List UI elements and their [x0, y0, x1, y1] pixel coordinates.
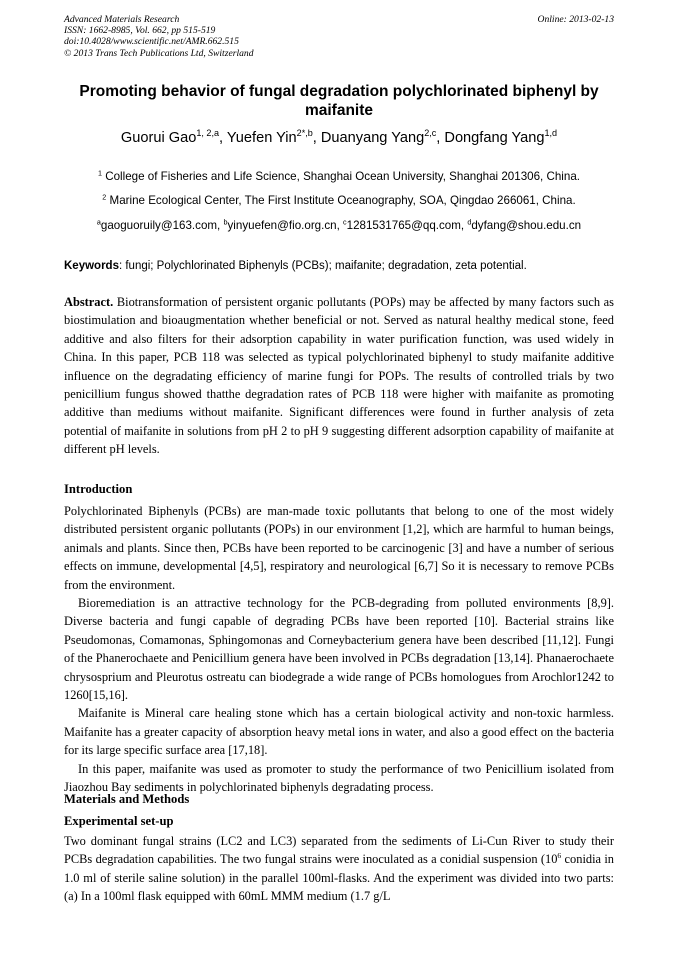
- paragraph: Maifanite is Mineral care healing stone which has a certain biological activity and non-toxic harmless. Maifanite has a greater capacity of absorption heavy metal ions in water, and also a good effect on the bacteria for its large specific surface area [17,18].: [64, 706, 614, 758]
- email-link[interactable]: 1281531765@qq.com,: [346, 219, 468, 232]
- section-heading-introduction: Introduction: [64, 482, 133, 496]
- author-superscript: 2,c: [424, 128, 437, 139]
- email-link[interactable]: dyfang@shou.edu.cn: [471, 219, 582, 232]
- author-superscript: 1,d: [544, 128, 558, 139]
- email-list: $^a$gaoguoruily@163.com, $^b$yinyuefen@fio.org.cn, $^c$1281531765@qq.com, $^d$dyfang@shou.edu.cn: [96, 217, 582, 232]
- author-name: Dongfang Yang: [444, 130, 545, 146]
- subsection-heading-setup: Experimental set-up: [64, 814, 174, 828]
- paragraph: Polychlorinated Biphenyls (PCBs) are man-made toxic pollutants that belong to one of the most widely distributed persistent organic pollutants (POPs) in our environment [1,2], which are harmful to human beings, animals and plants. Since then, PCBs have been reported to be carcinogenic [3] and have a number of serious effects on immune, developmental [4,5], respiratory and neurological [6,7] So it is necessary to remove PCBs from the environment.: [64, 504, 614, 592]
- journal-name: Advanced Materials Research: [64, 14, 180, 25]
- abstract-text: Biotransformation of persistent organic pollutants (POPs) may be affected by many factors such as biostimulation and bioaugmentation whether beneficial or not. Served as natural healthy medical stone, feed additive and also filters for their adsorption capability in water purification function, was used widely in China. In this paper, PCB 118 was selected as typical polychlorinated biphenyl to study maifanite additive influence on the degradating efficiency of marine fungi for POPs. The results of controlled trials by two penicillium fungus showed thatthe degradation rates of PCB 118 were higher with maifanite as promoting additive than mediums without maifanite. Significant differences were found in further analysis of zeta potential of maifanite in solutions from pH 2 to pH 9 suggesting different adsorption capability of maifanite at different pH levels.: [64, 295, 614, 457]
- online-date: Online: 2013-02-13: [537, 14, 614, 25]
- setup-body: Two dominant fungal strains (LC2 and LC3) separated from the sediments of Li-Cun River to study their PCBs degradation capabilities. The two fungal strains were inoculated as a conidial suspension ($10^6$ conidia in 1.0 ml of sterile saline solution) in the parallel 100ml-flasks. And the experiment was divided into two parts: (a) In a 100ml flask equipped with 60mL MMM medium (1.7 g/L: [64, 834, 614, 904]
- journal-header: [64, 14, 254, 59]
- author-name: Duanyang Yang: [320, 130, 425, 146]
- paper-title: Promoting behavior of fungal degradation polychlorinated biphenyl by maifanite: [79, 83, 599, 119]
- doi-line: doi:10.4028/www.scientific.net/AMR.662.515: [64, 36, 239, 48]
- abstract-label: Abstract.: [64, 295, 114, 309]
- author-name: Yuefen Yin: [226, 130, 297, 146]
- introduction-body: [64, 502, 614, 797]
- keywords: [64, 259, 614, 273]
- author-list: Guorui Gao$^{1, 2,a}$, Yuefen Yin$^{2*,b}$, Duanyang Yang$^{2,c}$, Dongfang Yang$^{1,d}$: [120, 128, 558, 146]
- email-link[interactable]: yinyuefen@fio.org.cn,: [227, 219, 344, 232]
- email-link[interactable]: gaoguoruily@163.com,: [100, 219, 224, 232]
- affiliation-2: $^2$ Marine Ecological Center, The First Institute Oceanography, SOA, Qingdao 266061, China.: [102, 192, 576, 207]
- issn-line: ISSN: 1662-8985, Vol. 662, pp 515-519: [64, 25, 216, 37]
- section-heading-methods: Materials and Methods: [64, 792, 190, 806]
- abstract: [64, 293, 614, 459]
- author-name: Guorui Gao: [120, 130, 197, 146]
- copyright-line: © 2013 Trans Tech Publications Ltd, Switzerland: [64, 47, 254, 59]
- author-superscript: 2*,b: [296, 128, 313, 139]
- affiliation-1: $^1$ College of Fisheries and Life Science, Shanghai Ocean University, Shanghai 201306, China.: [97, 168, 580, 183]
- keywords-text: : fungi; Polychlorinated Biphenyls (PCBs); maifanite; degradation, zeta potential.: [118, 260, 527, 272]
- paragraph: Bioremediation is an attractive technology for the PCB-degrading from polluted environments [8,9]. Diverse bacteria and fungi capable of degrading PCBs have been reported [10]. Bacterial strains like Pseudomonas, Comamonas, Sphingomonas and Corneybacterium genera have been described [11,12]. Fungi of the Phanerochaete and Penicillium genera have been involved in PCBs degradation [13,14]. Phanaerochaete chrysosprium and Pleurotus ostreatu can biodegrade a wide range of PCBs homologues from Arochlor1242 to 1260[15,16].: [64, 596, 614, 703]
- paragraph: In this paper, maifanite was used as promoter to study the performance of two Penicillium isolated from Jiaozhou Bay sediments in polychlorinated biphenyls degradating process.: [64, 761, 614, 795]
- author-superscript: 1, 2,a: [196, 128, 220, 139]
- keywords-label: Keywords: [64, 260, 119, 272]
